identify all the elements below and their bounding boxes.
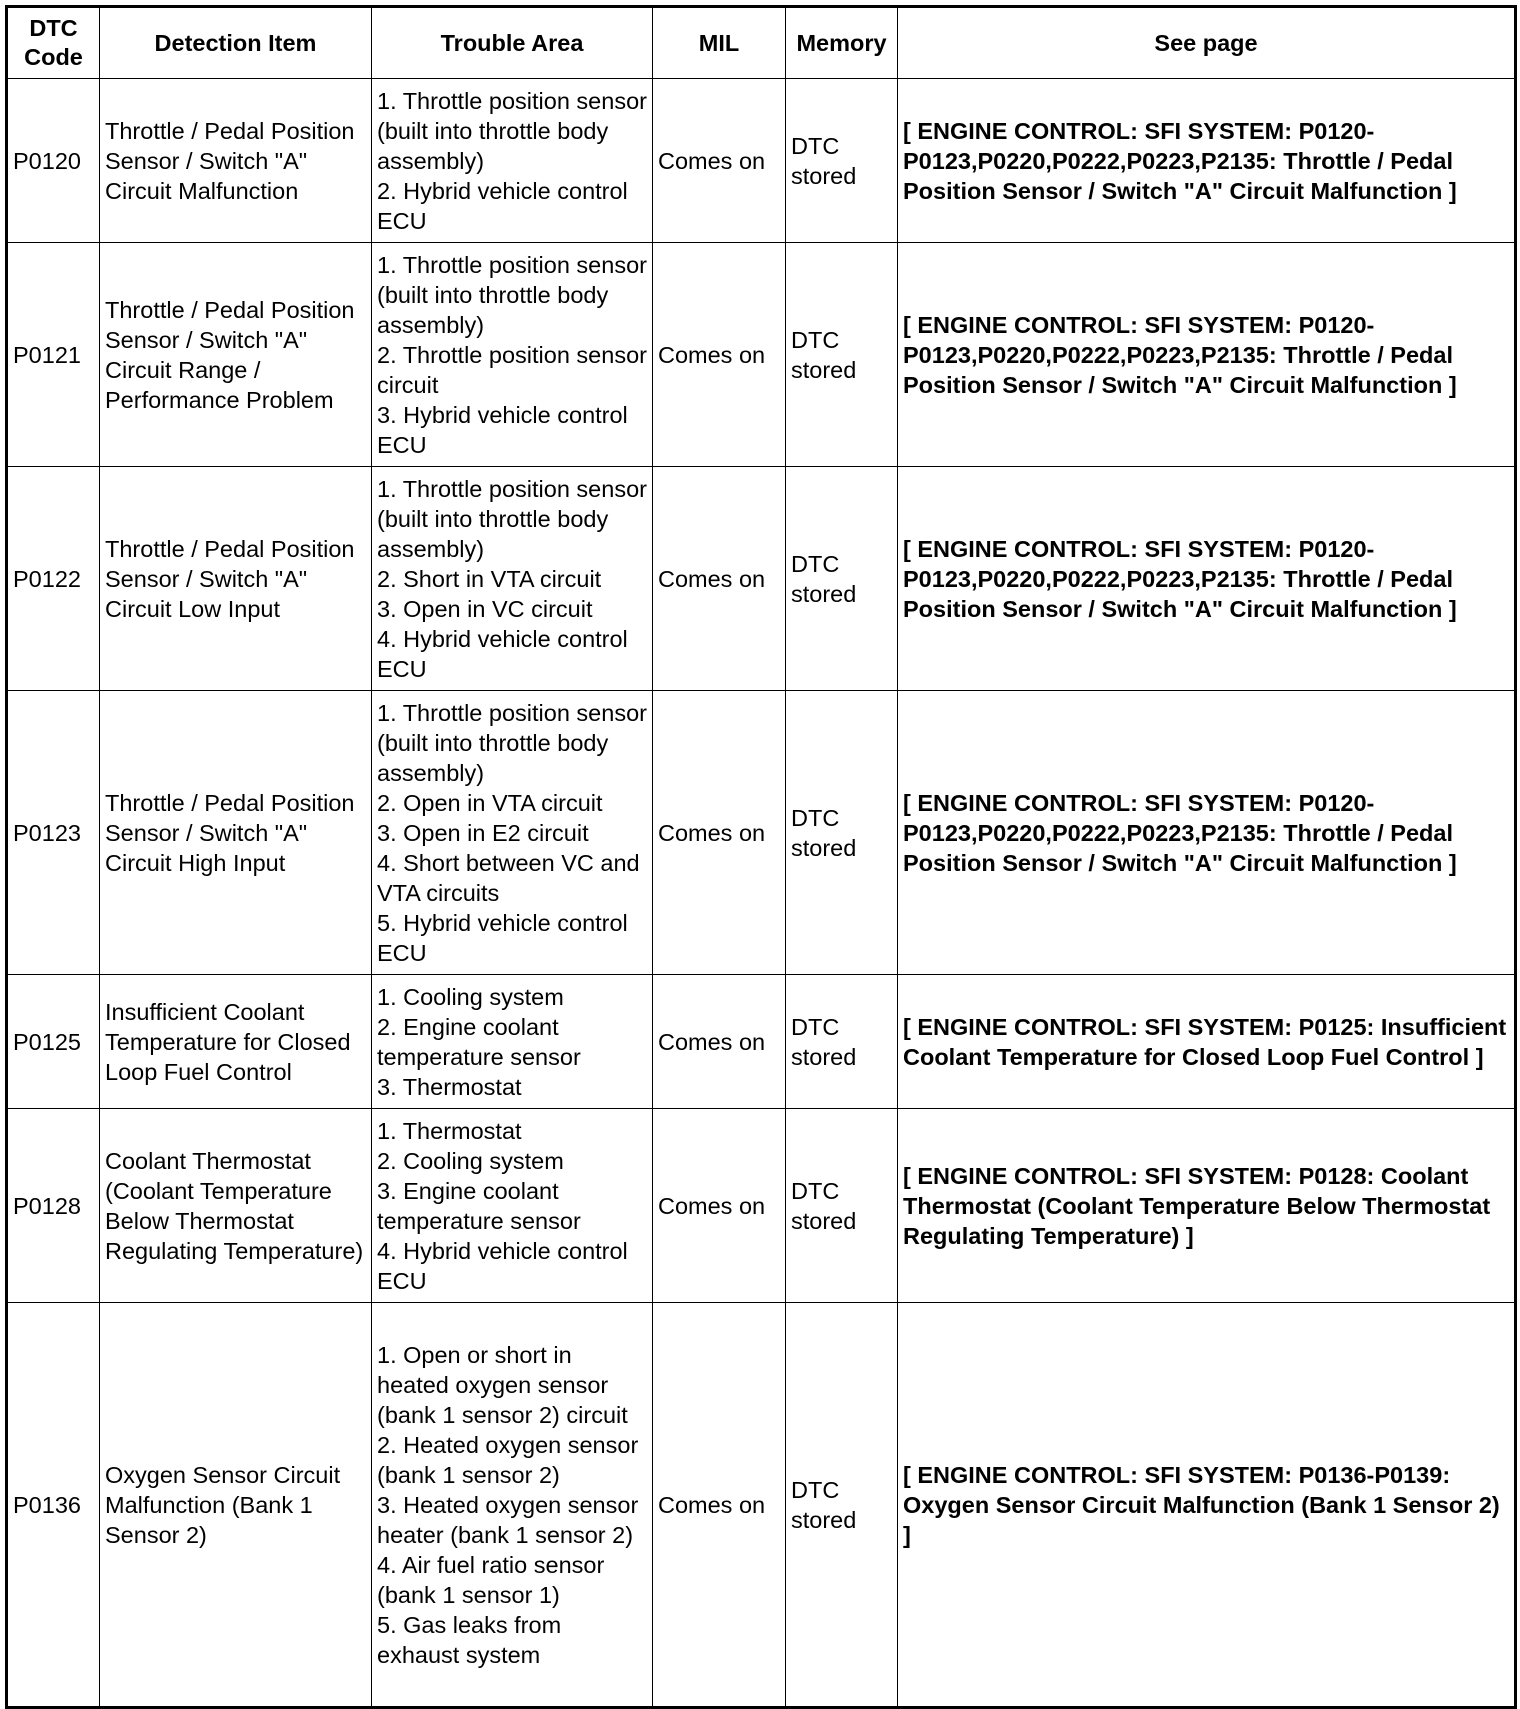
see-page-link[interactable]: [ ENGINE CONTROL: SFI SYSTEM: P0128: Coolant Thermostat (Coolant Temperature Below Thermostat Regulating Temperature) ] xyxy=(898,1109,1516,1303)
mil-cell: Comes on xyxy=(653,1303,786,1708)
memory-cell: DTC stored xyxy=(786,467,898,691)
memory-cell: DTC stored xyxy=(786,691,898,975)
header-trouble-area: Trouble Area xyxy=(372,7,653,79)
mil-cell: Comes on xyxy=(653,79,786,243)
table-row xyxy=(7,1303,1516,1708)
table-row xyxy=(7,691,1516,975)
dtc-table xyxy=(5,5,1517,1709)
trouble-area-cell: 1. Throttle position sensor (built into throttle body assembly) 2. Open in VTA circuit 3. Open in E2 circuit 4. Short between VC and VTA circuits 5. Hybrid vehicle control ECU xyxy=(372,691,653,975)
memory-cell: DTC stored xyxy=(786,975,898,1109)
mil-cell: Comes on xyxy=(653,691,786,975)
mil-cell: Comes on xyxy=(653,243,786,467)
header-detection-item: Detection Item xyxy=(100,7,372,79)
memory-cell: DTC stored xyxy=(786,243,898,467)
see-page-link[interactable]: [ ENGINE CONTROL: SFI SYSTEM: P0125: Insufficient Coolant Temperature for Closed Loop Fuel Control ] xyxy=(898,975,1516,1109)
memory-cell: DTC stored xyxy=(786,1303,898,1708)
detection-item-cell: Throttle / Pedal Position Sensor / Switch "A" Circuit Low Input xyxy=(100,467,372,691)
detection-item-cell: Throttle / Pedal Position Sensor / Switch "A" Circuit High Input xyxy=(100,691,372,975)
trouble-area-cell: 1. Thermostat 2. Cooling system 3. Engine coolant temperature sensor 4. Hybrid vehicle control ECU xyxy=(372,1109,653,1303)
dtc-code-cell: P0128 xyxy=(7,1109,100,1303)
trouble-area-cell: 1. Throttle position sensor (built into throttle body assembly) 2. Throttle position sensor circuit 3. Hybrid vehicle control ECU xyxy=(372,243,653,467)
table-row xyxy=(7,975,1516,1109)
trouble-area-cell: 1. Throttle position sensor (built into throttle body assembly) 2. Hybrid vehicle control ECU xyxy=(372,79,653,243)
trouble-area-cell: 1. Open or short in heated oxygen sensor (bank 1 sensor 2) circuit 2. Heated oxygen sensor (bank 1 sensor 2) 3. Heated oxygen sensor heater (bank 1 sensor 2) 4. Air fuel ratio sensor (bank 1 sensor 1) 5. Gas leaks from exhaust system xyxy=(372,1303,653,1708)
trouble-area-cell: 1. Throttle position sensor (built into throttle body assembly) 2. Short in VTA circuit 3. Open in VC circuit 4. Hybrid vehicle control ECU xyxy=(372,467,653,691)
header-mil: MIL xyxy=(653,7,786,79)
table-row xyxy=(7,243,1516,467)
see-page-link[interactable]: [ ENGINE CONTROL: SFI SYSTEM: P0120-P0123,P0220,P0222,P0223,P2135: Throttle / Pedal Position Sensor / Switch "A" Circuit Malfunction ] xyxy=(898,243,1516,467)
dtc-code-cell: P0121 xyxy=(7,243,100,467)
table-row xyxy=(7,467,1516,691)
detection-item-cell: Throttle / Pedal Position Sensor / Switch "A" Circuit Range / Performance Problem xyxy=(100,243,372,467)
dtc-code-cell: P0136 xyxy=(7,1303,100,1708)
mil-cell: Comes on xyxy=(653,975,786,1109)
dtc-code-cell: P0125 xyxy=(7,975,100,1109)
header-see-page: See page xyxy=(898,7,1516,79)
detection-item-cell: Oxygen Sensor Circuit Malfunction (Bank 1 Sensor 2) xyxy=(100,1303,372,1708)
see-page-link[interactable]: [ ENGINE CONTROL: SFI SYSTEM: P0136-P0139: Oxygen Sensor Circuit Malfunction (Bank 1 Sensor 2) ] xyxy=(898,1303,1516,1708)
dtc-code-cell: P0123 xyxy=(7,691,100,975)
detection-item-cell: Insufficient Coolant Temperature for Closed Loop Fuel Control xyxy=(100,975,372,1109)
dtc-code-cell: P0122 xyxy=(7,467,100,691)
table-row xyxy=(7,1109,1516,1303)
see-page-link[interactable]: [ ENGINE CONTROL: SFI SYSTEM: P0120-P0123,P0220,P0222,P0223,P2135: Throttle / Pedal Position Sensor / Switch "A" Circuit Malfunction ] xyxy=(898,79,1516,243)
mil-cell: Comes on xyxy=(653,467,786,691)
memory-cell: DTC stored xyxy=(786,79,898,243)
header-memory: Memory xyxy=(786,7,898,79)
header-dtc-code: DTC Code xyxy=(7,7,100,79)
memory-cell: DTC stored xyxy=(786,1109,898,1303)
detection-item-cell: Coolant Thermostat (Coolant Temperature Below Thermostat Regulating Temperature) xyxy=(100,1109,372,1303)
see-page-link[interactable]: [ ENGINE CONTROL: SFI SYSTEM: P0120-P0123,P0220,P0222,P0223,P2135: Throttle / Pedal Position Sensor / Switch "A" Circuit Malfunction ] xyxy=(898,691,1516,975)
see-page-link[interactable]: [ ENGINE CONTROL: SFI SYSTEM: P0120-P0123,P0220,P0222,P0223,P2135: Throttle / Pedal Position Sensor / Switch "A" Circuit Malfunction ] xyxy=(898,467,1516,691)
mil-cell: Comes on xyxy=(653,1109,786,1303)
dtc-code-cell: P0120 xyxy=(7,79,100,243)
table-row xyxy=(7,79,1516,243)
header-row xyxy=(7,7,1516,79)
detection-item-cell: Throttle / Pedal Position Sensor / Switch "A" Circuit Malfunction xyxy=(100,79,372,243)
trouble-area-cell: 1. Cooling system 2. Engine coolant temperature sensor 3. Thermostat xyxy=(372,975,653,1109)
